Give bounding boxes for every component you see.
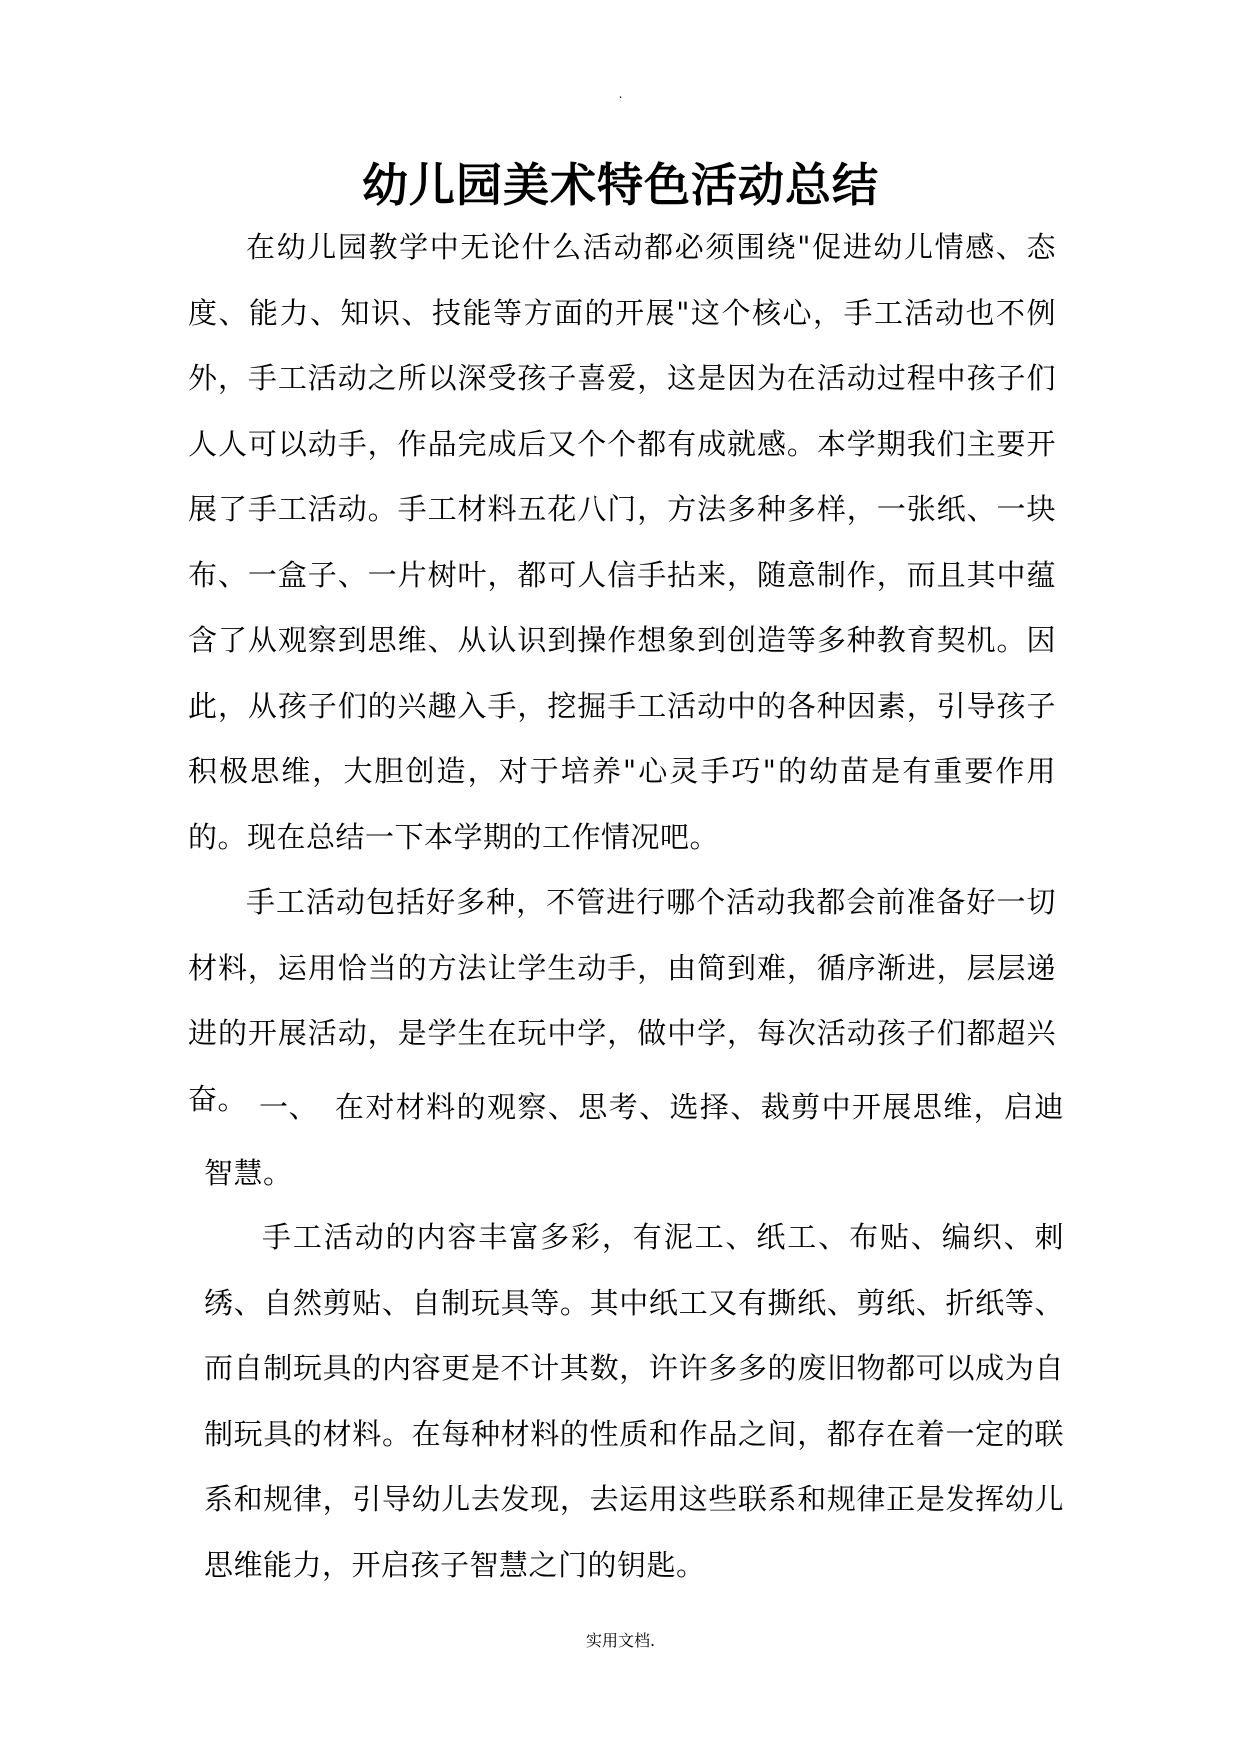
section-heading-text: 在对材料的观察、思考、选择、裁剪中开展思维，启迪智慧。 <box>204 1090 1064 1190</box>
section-heading-1 <box>204 1075 1064 1206</box>
page-footer: 实用文档. <box>585 1631 656 1650</box>
paragraph-activities: 手工活动包括好多种，不管进行哪个活动我都会前准备好一切材料，运用恰当的方法让学生动手，由简到难，循序渐进，层层递进的开展活动，是学生在玩中学，做中学，每次活动孩子们都超兴奋。 <box>188 885 1056 1116</box>
section-number: 一、 <box>259 1090 319 1124</box>
document-title: 幼儿园美术特色活动总结 <box>362 158 879 212</box>
header-mark: . <box>618 87 623 101</box>
paragraph-intro: 在幼儿园教学中无论什么活动都必须围绕"促进幼儿情感、态度、能力、知识、技能等方面的开展"这个核心，手工活动也不例外，手工活动之所以深受孩子喜爱，这是因为在活动过程中孩子们人人可以动手，作品完成后又个个都有成就感。本学期我们主要开展了手工活动。手工材料五花八门，方法多种多样，一张纸、一块布、一盒子、一片树叶，都可人信手拈来，随意制作，而且其中蕴含了从观察到思维、从认识到操作想象到创造等多种教育契机。因此，从孩子们的兴趣入手，挖掘手工活动中的各种因素，引导孩子积极思维，大胆创造，对于培养"心灵手巧"的幼苗是有重要作用的。现在总结一下本学期的工作情况吧。 <box>188 230 1056 854</box>
paragraph-materials: 手工活动的内容丰富多彩，有泥工、纸工、布贴、编织、刺绣、自然剪贴、自制玩具等。其中纸工又有撕纸、剪纸、折纸等、而自制玩具的内容更是不计其数，许许多多的废旧物都可以成为自制玩具的材料。在每种材料的性质和作品之间，都存在着一定的联系和规律，引导幼儿去发现，去运用这些联系和规律正是发挥幼儿思维能力，开启孩子智慧之门的钥匙。 <box>204 1220 1064 1582</box>
